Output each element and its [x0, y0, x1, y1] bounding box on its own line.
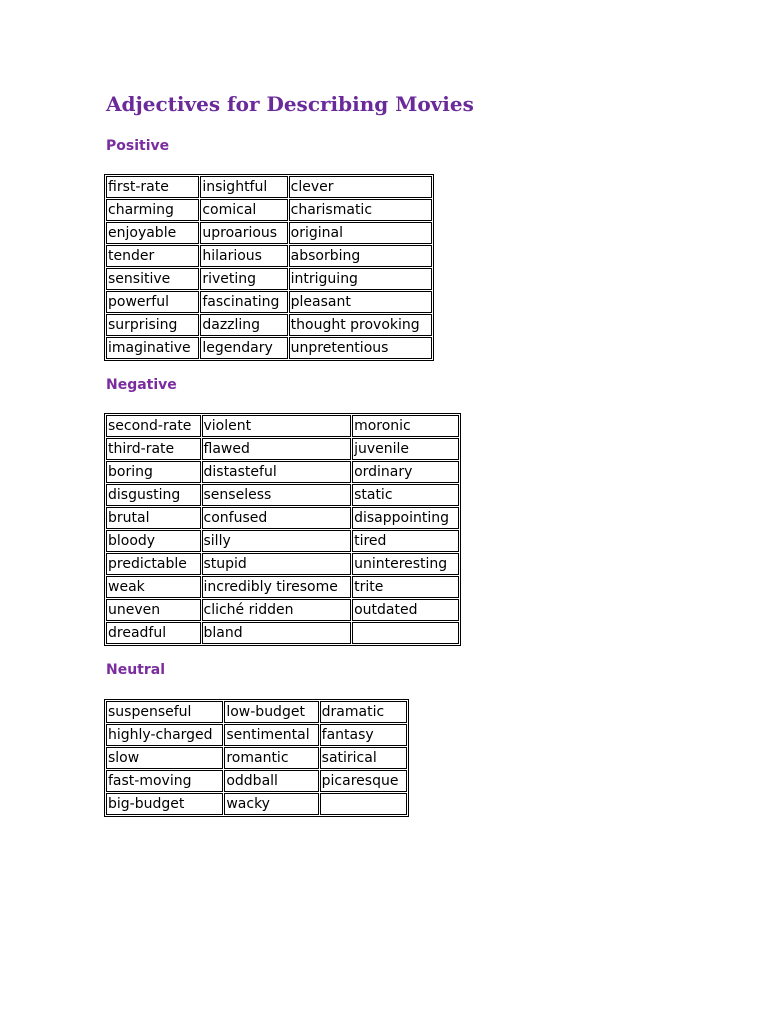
table-cell: moronic — [352, 415, 459, 437]
table-cell: surprising — [106, 314, 199, 336]
table-cell: senseless — [202, 484, 352, 506]
table-cell: sensitive — [106, 268, 199, 290]
table-cell: imaginative — [106, 337, 199, 359]
table-row — [106, 268, 432, 290]
table-cell: low-budget — [224, 701, 318, 723]
table-cell — [352, 622, 459, 644]
table-cell: stupid — [202, 553, 352, 575]
neutral-table — [104, 699, 409, 817]
page-title: Adjectives for Describing Movies — [106, 92, 474, 116]
table-cell: uproarious — [200, 222, 287, 244]
table-cell: disgusting — [106, 484, 201, 506]
table-row — [106, 484, 459, 506]
negative-table — [104, 413, 461, 646]
negative-heading: Negative — [106, 377, 177, 393]
table-row — [106, 724, 407, 746]
table-row — [106, 291, 432, 313]
table-cell: dramatic — [320, 701, 407, 723]
table-cell: bloody — [106, 530, 201, 552]
table-cell: predictable — [106, 553, 201, 575]
table-cell: wacky — [224, 793, 318, 815]
table-cell: pleasant — [289, 291, 432, 313]
table-cell: enjoyable — [106, 222, 199, 244]
table-cell: fast-moving — [106, 770, 223, 792]
table-cell: bland — [202, 622, 352, 644]
table-cell: suspenseful — [106, 701, 223, 723]
table-cell: charismatic — [289, 199, 432, 221]
table-row — [106, 314, 432, 336]
table-cell: incredibly tiresome — [202, 576, 352, 598]
table-cell: big-budget — [106, 793, 223, 815]
table-cell: weak — [106, 576, 201, 598]
table-row — [106, 530, 459, 552]
table-cell: dazzling — [200, 314, 287, 336]
table-row — [106, 599, 459, 621]
table-cell — [320, 793, 407, 815]
table-cell: legendary — [200, 337, 287, 359]
table-cell: silly — [202, 530, 352, 552]
table-cell: riveting — [200, 268, 287, 290]
table-row — [106, 622, 459, 644]
table-cell: clever — [289, 176, 432, 198]
table-cell: boring — [106, 461, 201, 483]
table-cell: violent — [202, 415, 352, 437]
table-cell: fascinating — [200, 291, 287, 313]
table-cell: romantic — [224, 747, 318, 769]
table-cell: absorbing — [289, 245, 432, 267]
table-cell: original — [289, 222, 432, 244]
table-row — [106, 245, 432, 267]
table-cell: ordinary — [352, 461, 459, 483]
table-row — [106, 576, 459, 598]
table-cell: trite — [352, 576, 459, 598]
table-cell: juvenile — [352, 438, 459, 460]
table-cell: uneven — [106, 599, 201, 621]
table-cell: outdated — [352, 599, 459, 621]
table-cell: dreadful — [106, 622, 201, 644]
positive-heading: Positive — [106, 138, 170, 154]
table-cell: flawed — [202, 438, 352, 460]
table-cell: distasteful — [202, 461, 352, 483]
table-cell: hilarious — [200, 245, 287, 267]
table-cell: picaresque — [320, 770, 407, 792]
table-cell: charming — [106, 199, 199, 221]
table-cell: thought provoking — [289, 314, 432, 336]
neutral-heading: Neutral — [106, 662, 166, 678]
table-cell: first-rate — [106, 176, 199, 198]
table-cell: insightful — [200, 176, 287, 198]
table-cell: satirical — [320, 747, 407, 769]
table-row — [106, 747, 407, 769]
table-cell: third-rate — [106, 438, 201, 460]
table-row — [106, 337, 432, 359]
table-cell: confused — [202, 507, 352, 529]
table-row — [106, 770, 407, 792]
table-cell: intriguing — [289, 268, 432, 290]
table-cell: unpretentious — [289, 337, 432, 359]
table-cell: tender — [106, 245, 199, 267]
table-row — [106, 701, 407, 723]
positive-table — [104, 174, 434, 361]
table-cell: oddball — [224, 770, 318, 792]
table-cell: disappointing — [352, 507, 459, 529]
table-row — [106, 199, 432, 221]
table-cell: slow — [106, 747, 223, 769]
table-row — [106, 438, 459, 460]
table-cell: uninteresting — [352, 553, 459, 575]
table-cell: cliché ridden — [202, 599, 352, 621]
table-row — [106, 507, 459, 529]
table-cell: comical — [200, 199, 287, 221]
table-row — [106, 553, 459, 575]
table-row — [106, 415, 459, 437]
table-cell: sentimental — [224, 724, 318, 746]
table-cell: highly-charged — [106, 724, 223, 746]
table-cell: static — [352, 484, 459, 506]
table-row — [106, 461, 459, 483]
table-row — [106, 176, 432, 198]
table-cell: powerful — [106, 291, 199, 313]
table-cell: fantasy — [320, 724, 407, 746]
table-cell: brutal — [106, 507, 201, 529]
table-row — [106, 793, 407, 815]
table-row — [106, 222, 432, 244]
table-cell: second-rate — [106, 415, 201, 437]
table-cell: tired — [352, 530, 459, 552]
